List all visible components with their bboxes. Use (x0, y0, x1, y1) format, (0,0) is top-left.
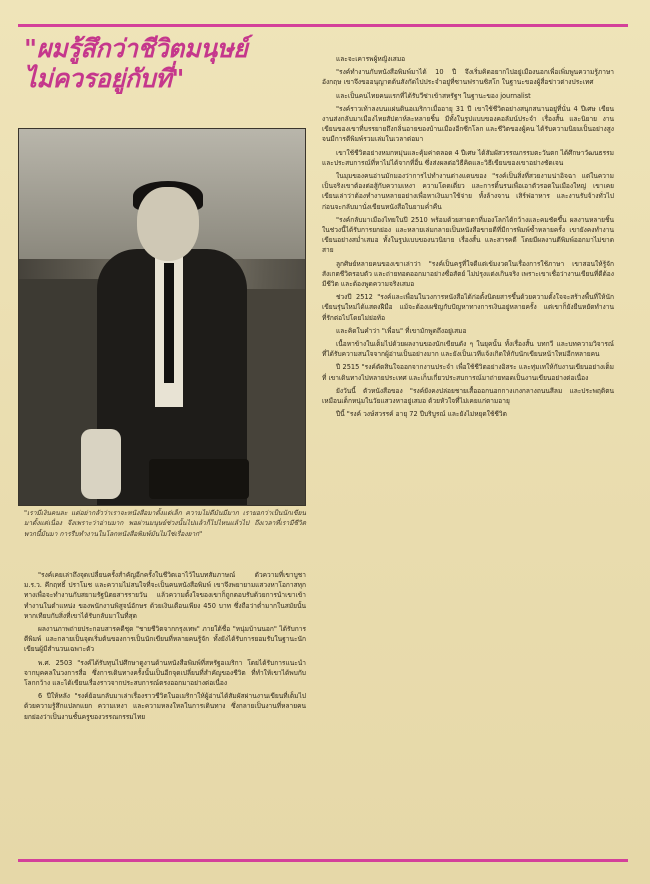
left-paragraph: ผลงานภาพถ่ายประกอบสารคดีชุด "ชายชีวิตจากกรุงเทพ" ภายใต้ชื่อ "หนุ่มบ้านนอก" ได้รับการตีพิมพ์ และกลายเป็นจุดเริ่มต้นของการเป็นนักเขียนที่หลายคนรู้จัก ทั้งยังได้รับการยอมรับในฐานะนักเขียนผู้มีสำนวนเฉพาะตัว (24, 625, 306, 654)
headline-line-2: ไม่ควรอยู่กับที่" (24, 64, 185, 93)
right-paragraph: "รงค์กลับมาเมืองไทยในปี 2510 พร้อมด้วยสายตาที่มองโลกได้กว้างและคมชัดขึ้น ผลงานหลายชิ้นในช่วงนี้ได้รับการยกย่อง และหลายเล่มกลายเป็นหนังสือขายดีที่มีการพิมพ์ซ้ำหลายครั้ง เขายังคงทำงานเขียนอย่างสม่ำเสมอ ทั้งในรูปแบบของนวนิยาย เรื่องสั้น และสารคดี โดยมีผลงานตีพิมพ์ออกมาไม่ขาดสาย (322, 215, 614, 255)
right-paragraph: ยังวันนี้ ตัวหนังสือของ "รงค์ยังคงปล่อยชายเสื้อออกนอกกางเกงกลางถนนสีลม และประพฤติตนเหมือนเด็กหนุ่มในวัยแสวงหาอยู่เสมอ ด้วยหัวใจที่ไม่เคยแก่ตามอายุ (322, 386, 614, 406)
right-paragraph: เนื้อหาข้างในเต็มไปด้วยผลงานของนักเขียนดัง ๆ ในยุคนั้น ทั้งเรื่องสั้น บทกวี และบทความวิจารณ์ ที่ได้รับความสนใจจากผู้อ่านเป็นอย่างมาก และยังเป็นเวทีแจ้งเกิดให้กับนักเขียนหน้าใหม่อีกหลายคน (322, 340, 614, 359)
left-column-text (24, 570, 306, 725)
right-paragraph: "รงค์ราวเท้าลงบนแผ่นดินอเมริกาเมื่ออายุ 31 ปี เขาใช้ชีวิตอย่างสนุกสนานอยู่ที่นั่น 4 ปีเศษ เขียนงานส่งกลับมาเมืองไทยสัปดาห์ละหลายชิ้น มีทั้งในรูปแบบของคอลัมน์ประจำ เรื่องสั้น และนิยาย งานเขียนของเขาที่บรรยายถึงกลิ่นอายของบ้านเมืองอีกซีกโลก และชีวิตของผู้คน ได้รับความนิยมเป็นอย่างสูง จนมีการตีพิมพ์รวมเล่มในเวลาต่อมา (322, 104, 614, 144)
left-paragraph: "รงค์เคยเล่าถึงจุดเปลี่ยนครั้งสำคัญอีกครั้งในชีวิตเอาไว้ในบทสัมภาษณ์ ตัวความที่เขาบูชา ม.ร.ว. คึกฤทธิ์ ปราโมช และความไม่สนใจที่จะเป็นคนหนังสือพิมพ์ เขาจึงพยายามแสวงหาโอกาสทุกทางเพื่อจะทำงานกับสยามรัฐนิตยสารรายวัน แล้วความตั้งใจของเขาก็ถูกตอบรับด้วยการนำเขาเข้าทำงานในตำแหน่ง ของพนักงานพิสูจน์อักษร ด้วยเงินเดือนเพียง 450 บาท ซึ่งถือว่าต่ำมากในสมัยนั้น หากเทียบกับสิ่งที่เขาได้รับกลับมาในที่สุด (24, 571, 306, 620)
right-paragraph: และคิดในคำว่า "เพื่อน" ที่เขามักพูดถึงอยู่เสมอ (336, 326, 467, 335)
top-pink-rule (18, 24, 628, 27)
right-column-text (322, 54, 614, 423)
left-paragraph: 6 ปีให้หลัง "รงค์ย้อนกลับมาเล่าเรื่องราวชีวิตในอเมริกาให้ผู้อ่านได้สัมผัสผ่านงานเขียนที่เต็มไปด้วยความรู้สึกแปลกแยก ความเหงา และความหลงใหลในการเดินทาง ซึ่งกลายเป็นงานที่หลายคนยกย่องว่าเป็นงานชั้นครูของวรรณกรรมไทย (24, 692, 306, 721)
right-paragraph: ลูกศิษย์หลายคนของเขาเล่าว่า "รงค์เป็นครูที่ใจดีแต่เข้มงวดในเรื่องการใช้ภาษา เขาสอนให้รู้จักสังเกตชีวิตรอบตัว และถ่ายทอดออกมาอย่างซื่อสัตย์ ไม่ปรุงแต่งเกินจริง เพราะเขาเชื่อว่างานเขียนที่ดีต้องมีชีวิต และต้องพูดความจริงเสมอ (322, 259, 614, 289)
right-paragraph: และจะเคารพผู้หญิงเสมอ (336, 55, 406, 63)
right-paragraph: และเป็นคนไทยคนแรกที่ได้รับวีซ่าเข้าสหรัฐฯ ในฐานะของ journalist (336, 91, 531, 100)
right-paragraph: ช่วงปี 2512 "รงค์และเพื่อนในวงการหนังสือได้ก่อตั้งนิตยสารขึ้นด้วยความตั้งใจจะสร้างพื้นที่ให้นักเขียนรุ่นใหม่ได้แสดงฝีมือ แม้จะต้องเผชิญกับปัญหาทางการเงินอยู่หลายครั้ง แต่เขาก็ยังยืนหยัดทำงานที่รักต่อไปโดยไม่ย่อท้อ (322, 293, 614, 322)
left-paragraph: พ.ศ. 2503 "รงค์ได้รับทุนไปศึกษาดูงานด้านหนังสือพิมพ์ที่สหรัฐอเมริกา โดยได้รับการแนะนำจากบุคคลในวงการสื่อ ซึ่งการเดินทางครั้งนั้นเป็นอีกจุดเปลี่ยนที่สำคัญของชีวิต ที่ทำให้เขาได้พบกับโลกกว้าง และได้เขียนเรื่องราวจากประสบการณ์ตรงออกมาอย่างต่อเนื่อง (24, 658, 306, 688)
right-paragraph: ปี 2515 "รงค์ตัดสินใจออกจากงานประจำ เพื่อใช้ชีวิตอย่างอิสระ และทุ่มเทให้กับงานเขียนอย่างเต็มที่ เขาเดินทางไปหลายประเทศ และเก็บเกี่ยวประสบการณ์มาถ่ายทอดเป็นงานเขียนอย่างต่อเนื่อง (322, 363, 614, 382)
portrait-photo (18, 128, 306, 506)
bottom-pink-rule (18, 859, 628, 862)
photo-caption: "เรามีเงินคนละ แต่อย่ากลัวว่าเราจะหนังสือมาตั้งแต่เล็ก ความไม่ดีมันมีมาก เรายอกว่าเป็นนักเขียนมาตั้งแต่เนื่อง จึงเพราะว่าอ่านมาก พอผ่านมนุษย์ช่วงนั้นไปแล้วก็ไปไหนแล้วไป ถึงเวลาที่เรามีชีวิตพวกนี้มันมา การรีบทำงานในโลกหนังสือพิมพ์มันไม่ใช่เรื่องยาก" (24, 509, 306, 538)
right-paragraph: ปีนี้ "รงค์ วงษ์สวรรค์ อายุ 72 ปีบริบูรณ์ และยังไม่หยุดใช้ชีวิต (336, 410, 507, 419)
right-paragraph: "รงค์ทำงานกับหนังสือพิมพ์มาได้ 10 ปี จึงเริ่มคิดอยากไปอยู่เมืองนอกเพื่อเพิ่มพูนความรู้ภาษาอังกฤษ เขาจึงขออนุญาตต้นสังกัดไปประจำอยู่ที่ซานฟรานซิสโก ในฐานะของผู้สื่อข่าวต่างประเทศ (322, 68, 614, 87)
headline-line-1: "ผมรู้สึกว่าชีวิตมนุษย์ (24, 34, 248, 63)
article-headline (24, 34, 314, 94)
right-paragraph: เขาใช้ชีวิตอย่างหมกหมุ่นและคุ้มค่าตลอด 4 ปีเศษ ได้สัมผัสวรรณกรรมตะวันตก ได้ศึกษาวัฒนธรรม และประสบการณ์ที่หาไม่ได้จากที่อื่น ซึ่งส่งผลต่อวิธีคิดและวิธีเขียนของเขาอย่างชัดเจน (322, 148, 615, 167)
right-paragraph: ในมุมของคนอ่านมักมองว่าการไปทำงานต่างแดนของ "รงค์เป็นสิ่งที่สวยงามน่าอิจฉา แต่ในความเป็นจริงเขาต้องต่อสู้กับความเหงา ความโดดเดี่ยว และการดิ้นรนเพื่อเอาตัวรอดในเมืองใหญ่ เขาเคยเขียนเล่าว่าต้องทำงานหลายอย่างเพื่อหาเงินมาใช้จ่าย ทั้งล้างจาน เสิร์ฟอาหาร และงานรับจ้างทั่วไป ก่อนจะกลับมานั่งเขียนหนังสือในยามค่ำคืน (322, 172, 614, 211)
